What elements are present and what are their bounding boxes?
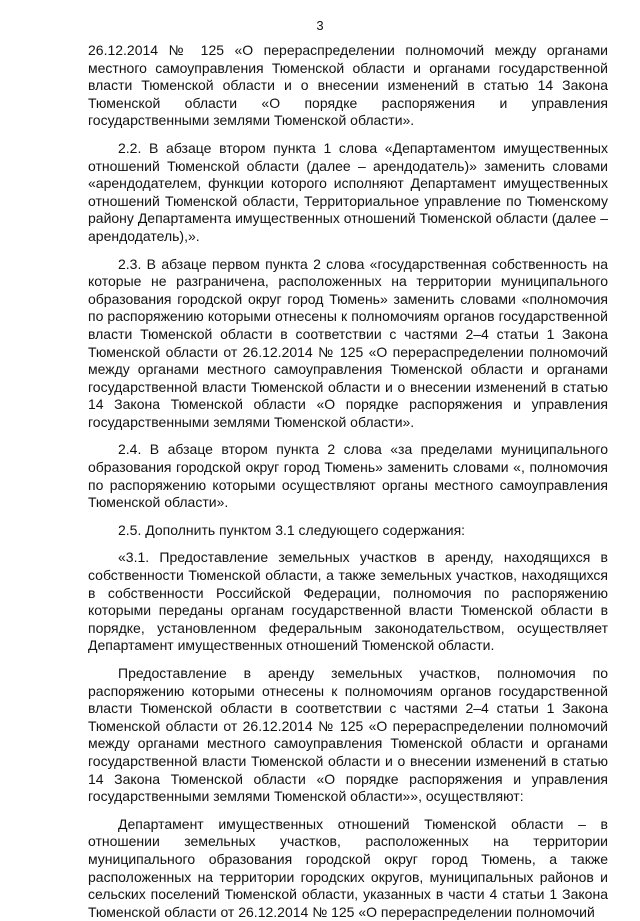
paragraph-lease-provision: Предоставление в аренду земельных участков, полномочия по распоряжению которыми отнесены к полномочиям органов государственной власти Тюменской области в соответствии с частями 2–4 статьи 1 Закона Тюменской области от 26.12.2014 № 125 «О перераспределении полномочий между органами местного самоуправления Тюменской области и органами государственной власти Тюменской области и о внесении изменений в статью 14 Закона Тюменской области «О порядке распоряжения и управления государственными землями Тюменской области»», осуществляют: [88,665,608,805]
paragraph-law-reference-continuation: 26.12.2014 № 125 «О перераспределении полномочий между органами местного самоуправления Тюменской области и органами государственной власти Тюменской области и о внесении изменений в статью 14 Закона Тюменской области «О порядке распоряжения и управления государственными землями Тюменской области». [88,42,608,129]
paragraph-clause-3-1: «3.1. Предоставление земельных участков в аренду, находящихся в собственности Тюменской области, а также земельных участков, находящихся в собственности Российской Федерации, полномочия по распоряжению которыми переданы органам государственной власти Тюменской области в порядке, установленном федеральным законодательством, осуществляет Департамент имущественных отношений Тюменской области. [88,549,608,654]
paragraph-clause-2-5: 2.5. Дополнить пунктом 3.1 следующего содержания: [118,521,466,538]
paragraph-department-responsibility: Департамент имущественных отношений Тюменской области – в отношении земельных участков, расположенных на территории муниципального образования городской округ город Тюмень, а также расположенных на территории городских округов, муниципальных районов и сельских поселений Тюменской области, указанных в части 4 статьи 1 Закона Тюменской области от 26.12.2014 № 125 «О перераспределении полномочий [88,815,608,920]
paragraph-clause-2-2: 2.2. В абзаце втором пункта 1 слова «Департаментом имущественных отношений Тюменской области (далее – арендодатель)» заменить словами «арендодателем, функции которого исполняют Департамент имущественных отношений Тюменской области, Территориальное управление по Тюменскому району Департамента имущественных отношений Тюменской области (далее – арендодатель),». [88,139,608,244]
paragraph-clause-2-3: 2.3. В абзаце первом пункта 2 слова «государственная собственность на которые не разграничена, расположенных на территории муниципального образования городской округ город Тюмень» заменить словами «полномочия по распоряжению которыми отнесены к полномочиям органов государственной власти Тюменской области в соответствии с частями 2–4 статьи 1 Закона Тюменской области от 26.12.2014 № 125 «О перераспределении полномочий между органами местного самоуправления Тюменской области и органами государственной власти Тюменской области и о внесении изменений в статью 14 Закона Тюменской области «О порядке распоряжения и управления государственными землями Тюменской области». [88,255,608,430]
page-number: 3 [316,18,324,33]
document-body [88,42,608,921]
paragraph-clause-2-4: 2.4. В абзаце втором пункта 2 слова «за пределами муниципального образования городской округ город Тюмень» заменить словами «, полномочия по распоряжению которыми осуществляют органы местного самоуправления Тюменской области». [88,441,608,511]
